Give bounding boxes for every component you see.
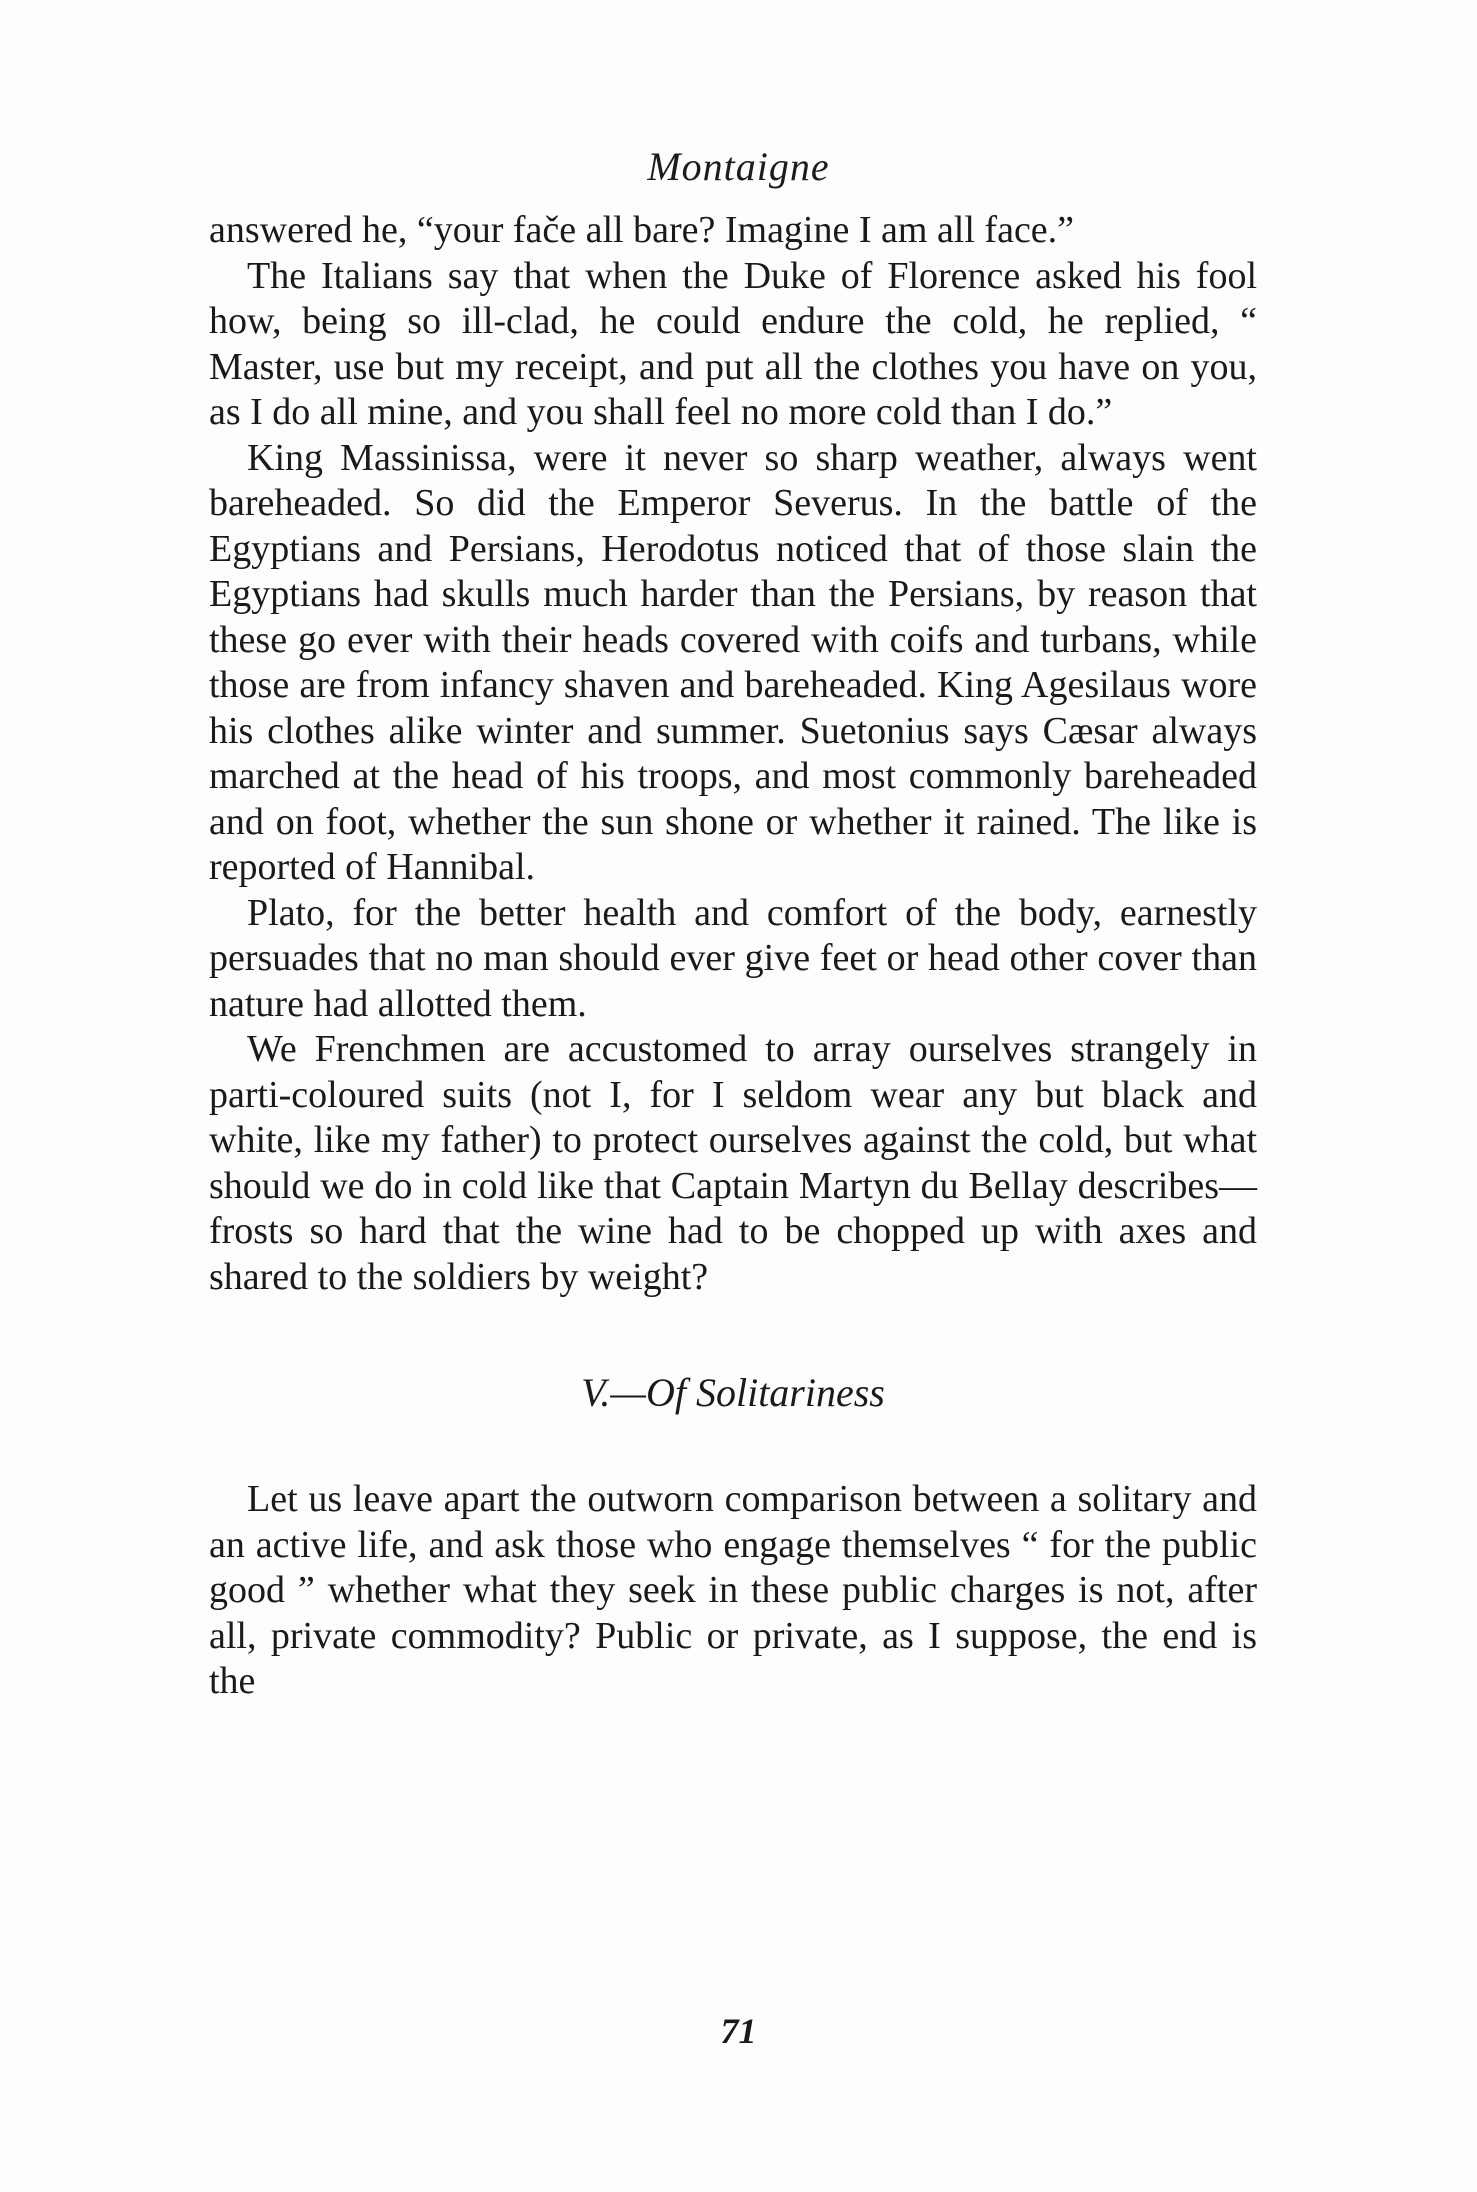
paragraph-continuation: answered he, “your fače all bare? Imagine I am all face.”	[209, 209, 1075, 251]
paragraph: King Massinissa, were it never so sharp weather, always went bareheaded. So did the Emperor Severus. In the battle of the Egyptians and Persians, Herodotus noticed that of those slain the Egyptians had skulls much harder than the Persians, by reason that these go ever with their heads covered with coifs and turbans, while those are from infancy shaven and bareheaded. King Agesilaus wore his clothes alike winter and summer. Suetonius says Cæsar always marched at the head of his troops, and most commonly bareheaded and on foot, whether the sun shone or whether it rained. The like is reported of Hannibal.	[209, 436, 1257, 888]
paragraph: The Italians say that when the Duke of Florence asked his fool how, being so ill-clad, he could endure the cold, he replied, “ Master, use but my receipt, and put all the clothes you have on you, as I do all mine, and you shall feel no more cold than I do.”	[209, 254, 1257, 433]
page-number: 71	[720, 2011, 757, 2051]
section-heading: V.—Of Solitariness	[581, 1370, 885, 1415]
paragraph: Let us leave apart the outworn comparison between a solitary and an active life, and ask those who engage themselves “ for the public good ” whether what they seek in these public charges is not, after all, private commodity? Public or private, as I suppose, the end is the	[209, 1478, 1257, 1702]
running-title: Montaigne	[647, 144, 830, 189]
body-text	[209, 208, 1257, 1705]
paragraph: We Frenchmen are accustomed to array ourselves strangely in parti-coloured suits (not I, for I seldom wear any but black and white, like my father) to protect ourselves against the cold, but what should we do in cold like that Captain Martyn du Bellay describes—frosts so hard that the wine had to be chopped up with axes and shared to the soldiers by weight?	[209, 1028, 1257, 1298]
paragraph: Plato, for the better health and comfort of the body, earnestly persuades that no man should ever give feet or head other cover than nature had allotted them.	[209, 891, 1257, 1025]
